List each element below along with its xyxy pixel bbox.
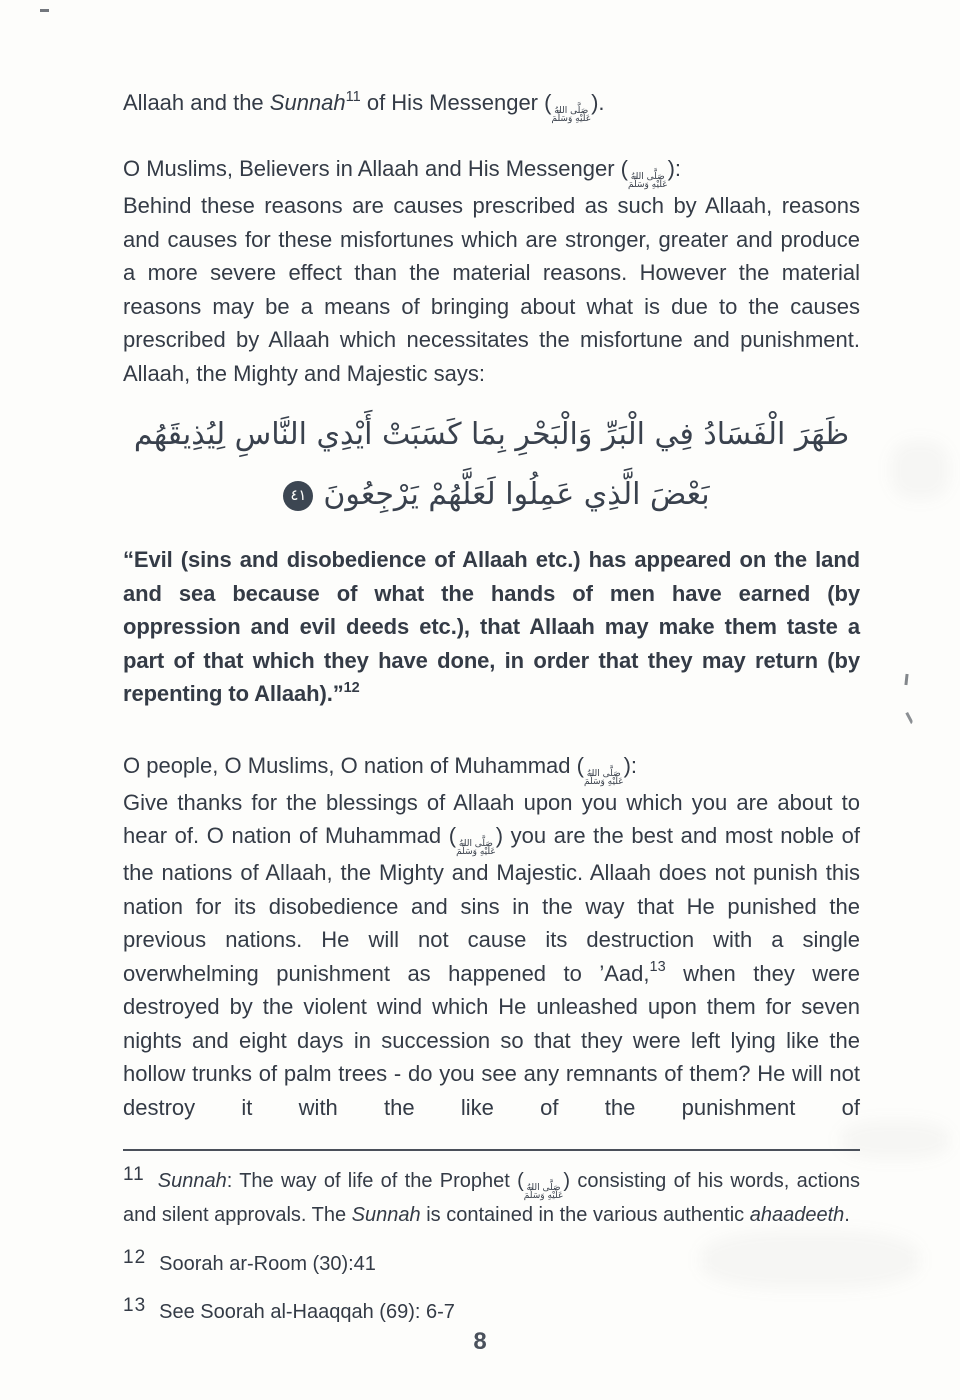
footnote-number: 11 bbox=[123, 1164, 145, 1185]
footnote-divider bbox=[123, 1149, 860, 1151]
footnote-11 bbox=[123, 1166, 860, 1232]
prophet-honorific-icon: صَلَّى اللهُ عَلَيْهِ وَسَلَّمَ bbox=[523, 1183, 564, 1201]
footnote-number: 12 bbox=[123, 1246, 147, 1268]
continuation-line: Allaah and the Sunnah$^{11}$ of His Messenger ( صَلَّى اللهُ عَلَيْهِ وَسَلَّمَ ). bbox=[123, 88, 605, 124]
verse-line-2-text: بَعْضَ الَّذِي عَمِلُوا لَعَلَّهُمْ يَرْجِعُونَ bbox=[323, 477, 710, 512]
prophet-honorific-icon: صَلَّى اللهُ عَلَيْهِ وَسَلَّمَ bbox=[627, 172, 668, 190]
scan-artifact bbox=[905, 712, 913, 724]
prophet-honorific-icon: صَلَّى اللهُ عَلَيْهِ وَسَلَّمَ bbox=[551, 106, 592, 124]
address-people: O people, O Muslims, O nation of Muhammad ( صَلَّى اللهُ عَلَيْهِ وَسَلَّمَ ): bbox=[123, 752, 638, 787]
verse-line-2 bbox=[123, 465, 860, 525]
footnote-text: Soorah ar-Room (30):41 bbox=[159, 1252, 376, 1275]
footnotes-section bbox=[123, 1166, 860, 1329]
verse-translation: “Evil (sins and disobedience of Allaah etc.) has appeared on the land and sea because of what the hands of men have earned (by oppression and evil deeds etc.), that Allaah may make them taste a part of that which they have done, in order that they may return (by repenting to Allaah).”$^{12}$ bbox=[123, 547, 860, 706]
page-number: 8 bbox=[473, 1328, 487, 1355]
paragraph-causes: Behind these reasons are causes prescribed as such by Allaah, reasons and causes for these misfortunes which are stronger, greater and produce a more severe effect than the material reasons. However the material reasons may be a means of bringing about what is due to the causes prescribed by Allaah which necessitates the misfortune and punishment. Allaah, the Mighty and Majestic says: bbox=[123, 193, 860, 386]
footnote-12 bbox=[123, 1246, 860, 1281]
ayah-number: ٤١ bbox=[290, 486, 307, 504]
paragraph-nation: Give thanks for the blessings of Allaah upon you which you are about to hear of. O nation of Muhammad ( صَلَّى اللهُ عَلَيْهِ وَسَلَّمَ ) you are the best and most noble of the nations of Allaah, the Mighty and Majestic. Allaah does not punish this nation for its disobedience and sins in the way that He punished the previous nations. He will not cause its destruction with a single overwhelming punishment as happened to ’Aad,$^{13}$ when they were destroyed by the violent wind which He unleashed upon them for seven nights and eight days in succession so that they were left lying like the hollow trunks of palm trees - do you see any remnants of them? He will not destroy it with the like of the punishment of bbox=[123, 789, 860, 1120]
footnote-text: Sunnah: The way of life of the Prophet ( صَلَّى اللهُ عَلَيْهِ وَسَلَّمَ ) consisting of his words, actions and silent approvals. The Sunnah is contained in the various authentic ahaadeeth. bbox=[123, 1170, 860, 1226]
footnote-number: 13 bbox=[123, 1295, 147, 1316]
quran-verse-arabic bbox=[123, 405, 860, 525]
footnote-text: See Soorah al-Haaqqah (69): 6-7 bbox=[159, 1301, 455, 1323]
scan-artifact bbox=[40, 9, 49, 12]
footnote-13 bbox=[123, 1297, 860, 1329]
scan-smudge bbox=[890, 440, 950, 500]
page-content bbox=[123, 86, 860, 1329]
scan-artifact bbox=[904, 674, 908, 685]
prophet-honorific-icon: صَلَّى اللهُ عَلَيْهِ وَسَلَّمَ bbox=[583, 768, 624, 787]
prophet-honorific-icon: صَلَّى اللهُ عَلَيْهِ وَسَلَّمَ bbox=[456, 839, 496, 857]
verse-line-1: ظَهَرَ الْفَسَادُ فِي الْبَرِّ وَالْبَحْرِ بِمَا كَسَبَتْ أَيْدِي النَّاسِ لِيُذِيقَهُم bbox=[133, 417, 850, 452]
ayah-number-medallion bbox=[283, 481, 313, 511]
address-muslims: O Muslims, Believers in Allaah and His Messenger ( صَلَّى اللهُ عَلَيْهِ وَسَلَّمَ ): bbox=[123, 156, 682, 190]
